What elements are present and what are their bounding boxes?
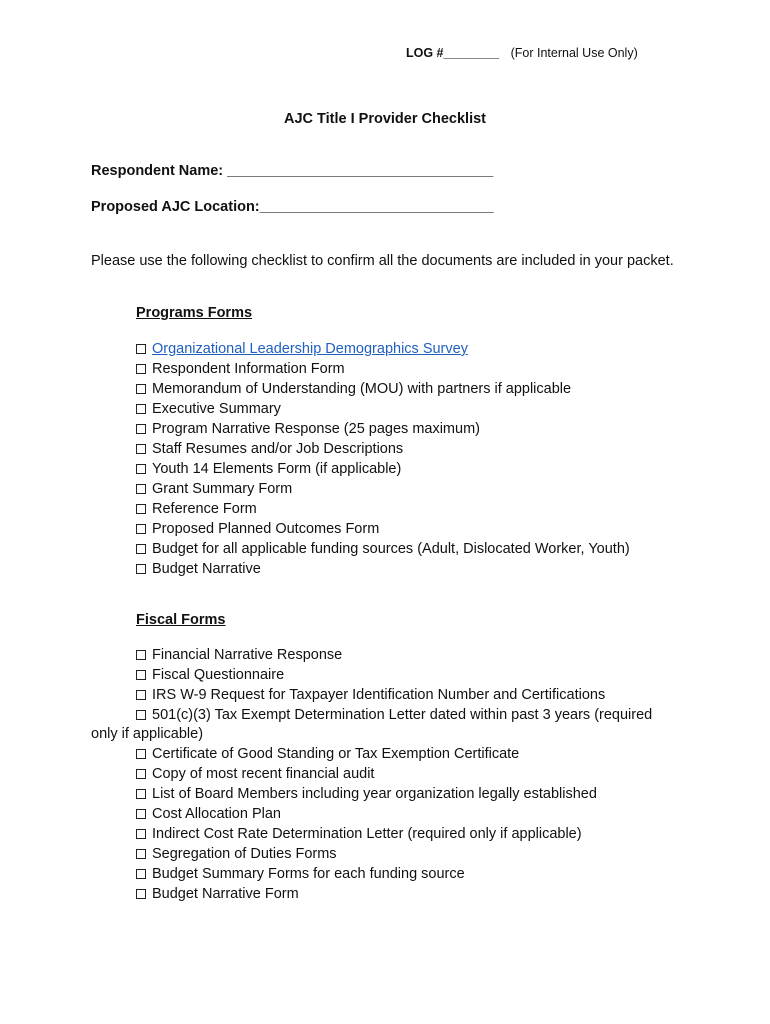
checkbox[interactable] xyxy=(136,544,146,554)
respondent-name-field: Respondent Name: _________________________________ xyxy=(91,163,494,179)
checkbox[interactable] xyxy=(136,424,146,434)
checklist-item xyxy=(136,665,652,685)
checkbox[interactable] xyxy=(136,364,146,374)
programs-checklist xyxy=(136,339,630,579)
checkbox[interactable] xyxy=(136,650,146,660)
checkbox[interactable] xyxy=(136,670,146,680)
checklist-item xyxy=(136,744,652,764)
checklist-item xyxy=(136,359,630,379)
checklist-item-label: Reference Form xyxy=(152,501,257,517)
checklist-item-label: Budget for all applicable funding sources (Adult, Dislocated Worker, Youth) xyxy=(152,541,630,557)
checklist-item xyxy=(136,764,652,784)
checkbox[interactable] xyxy=(136,404,146,414)
checklist-item xyxy=(91,705,653,744)
checklist-item-label: Memorandum of Understanding (MOU) with partners if applicable xyxy=(152,381,572,397)
checklist-item-label: 501(c)(3) Tax Exempt Determination Letter dated within past 3 years (required xyxy=(152,707,653,723)
checklist-item-label: Copy of most recent financial audit xyxy=(152,766,375,782)
checklist-item xyxy=(136,539,630,559)
checkbox[interactable] xyxy=(136,829,146,839)
checkbox[interactable] xyxy=(136,690,146,700)
checklist-item xyxy=(136,685,652,705)
checkbox[interactable] xyxy=(136,710,146,720)
checkbox[interactable] xyxy=(136,384,146,394)
checkbox[interactable] xyxy=(136,504,146,514)
checkbox[interactable] xyxy=(136,344,146,354)
log-number-line xyxy=(406,46,638,60)
log-number-label: LOG #________ xyxy=(406,46,500,60)
internal-use-note: (For Internal Use Only) xyxy=(510,46,638,60)
checklist-item xyxy=(136,559,630,579)
checklist-item-label: Fiscal Questionnaire xyxy=(152,667,285,683)
checkbox[interactable] xyxy=(136,749,146,759)
checkbox[interactable] xyxy=(136,444,146,454)
checklist-item xyxy=(136,479,630,499)
checklist-item-label: Proposed Planned Outcomes Form xyxy=(152,521,380,537)
checklist-item xyxy=(136,439,630,459)
checklist-item-label: Respondent Information Form xyxy=(152,361,345,377)
checklist-item xyxy=(136,824,652,844)
checkbox[interactable] xyxy=(136,849,146,859)
checklist-item-label: Budget Narrative xyxy=(152,561,261,577)
checklist-item xyxy=(136,784,652,804)
checklist-item xyxy=(136,804,652,824)
checklist-item-label: Program Narrative Response (25 pages maximum) xyxy=(152,421,480,437)
checkbox[interactable] xyxy=(136,464,146,474)
checklist-item-label: Staff Resumes and/or Job Descriptions xyxy=(152,441,404,457)
programs-forms-heading: Programs Forms xyxy=(136,305,253,321)
checklist-item-label: Financial Narrative Response xyxy=(152,647,343,663)
checkbox[interactable] xyxy=(136,869,146,879)
checklist-item xyxy=(136,519,630,539)
checkbox[interactable] xyxy=(136,484,146,494)
checklist-item-label: IRS W-9 Request for Taxpayer Identification Number and Certifications xyxy=(152,687,606,703)
demographics-survey-link[interactable]: Organizational Leadership Demographics Survey xyxy=(152,341,468,357)
checklist-item xyxy=(136,419,630,439)
checklist-item xyxy=(136,459,630,479)
checklist-item-label: Cost Allocation Plan xyxy=(152,806,281,822)
checklist-item-label: List of Board Members including year organization legally established xyxy=(152,786,597,802)
proposed-location-field: Proposed AJC Location:_____________________________ xyxy=(91,199,494,215)
checkbox[interactable] xyxy=(136,524,146,534)
checklist-item-label: Budget Summary Forms for each funding source xyxy=(152,866,465,882)
checklist-item-label: Budget Narrative Form xyxy=(152,886,299,902)
checklist-item xyxy=(136,339,630,359)
checklist-item xyxy=(136,379,630,399)
checklist-item-continuation: only if applicable) xyxy=(91,726,204,742)
checklist-item-label: Executive Summary xyxy=(152,401,281,417)
instructions-paragraph: Please use the following checklist to confirm all the documents are included in your packet. xyxy=(91,253,674,269)
checklist-item-label: Indirect Cost Rate Determination Letter (required only if applicable) xyxy=(152,826,582,842)
checklist-item xyxy=(136,864,652,884)
checklist-item xyxy=(136,884,652,904)
checklist-item xyxy=(136,645,652,665)
checklist-item-label: Certificate of Good Standing or Tax Exemption Certificate xyxy=(152,746,520,762)
checkbox[interactable] xyxy=(136,789,146,799)
checklist-item xyxy=(136,844,652,864)
checkbox[interactable] xyxy=(136,564,146,574)
checkbox[interactable] xyxy=(136,769,146,779)
document-title: AJC Title I Provider Checklist xyxy=(284,111,486,127)
checkbox[interactable] xyxy=(136,809,146,819)
fiscal-forms-heading: Fiscal Forms xyxy=(136,612,226,628)
checklist-item-label: Grant Summary Form xyxy=(152,481,293,497)
fiscal-checklist xyxy=(91,645,653,904)
checklist-item xyxy=(136,499,630,519)
checklist-item xyxy=(136,399,630,419)
checkbox[interactable] xyxy=(136,889,146,899)
checklist-item-label: Segregation of Duties Forms xyxy=(152,846,337,862)
checklist-item-label: Youth 14 Elements Form (if applicable) xyxy=(152,461,402,477)
